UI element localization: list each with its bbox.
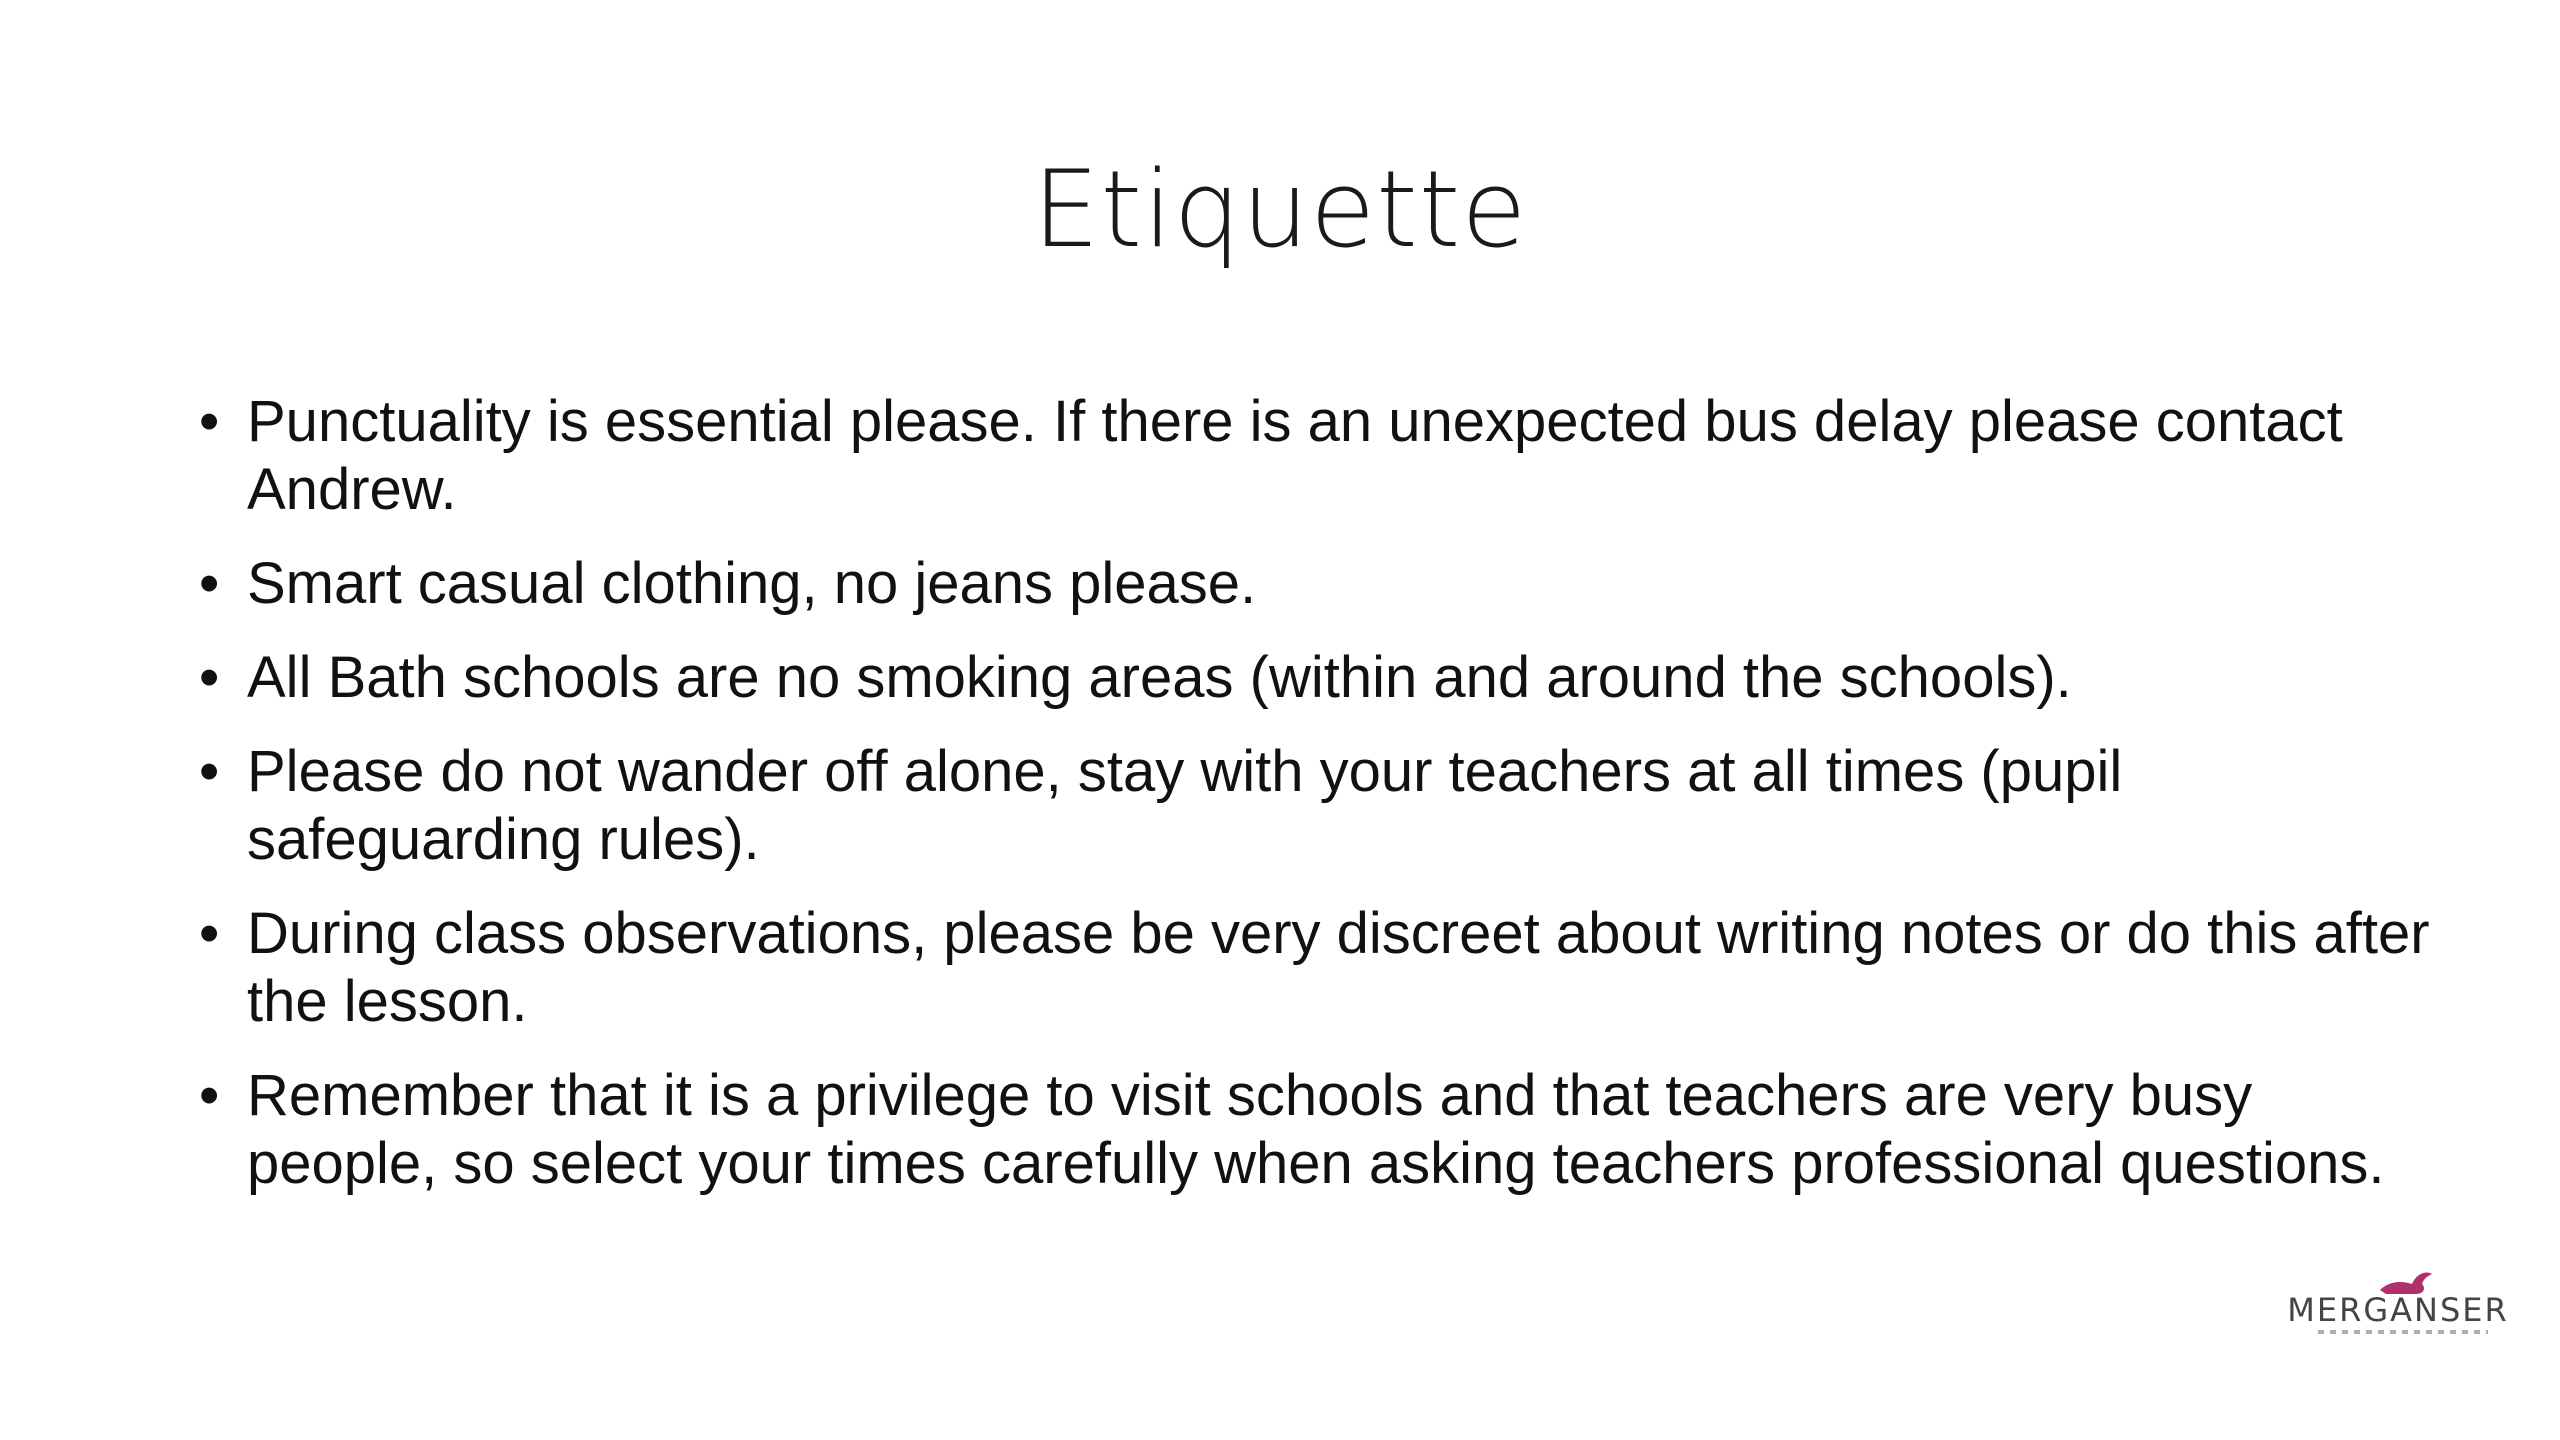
bullet-dot-icon: • bbox=[199, 389, 220, 454]
slide-title: Etiquette bbox=[1032, 148, 1528, 271]
merganser-logo bbox=[2248, 1262, 2548, 1342]
bullet-text: Smart casual clothing, no jeans please. bbox=[247, 551, 1257, 616]
logo-text: MERGANSER bbox=[2287, 1291, 2509, 1329]
bullet-item bbox=[195, 644, 2435, 712]
bullet-item bbox=[195, 1062, 2435, 1198]
bullet-dot-icon: • bbox=[199, 901, 220, 966]
logo-subline bbox=[2318, 1330, 2488, 1334]
bullet-list bbox=[195, 388, 2435, 1224]
bullet-text: Please do not wander off alone, stay with your teachers at all times (pupil safeguarding rules). bbox=[247, 739, 2123, 872]
bullet-item bbox=[195, 738, 2435, 874]
bullet-dot-icon: • bbox=[199, 739, 220, 804]
bullet-dot-icon: • bbox=[199, 1063, 220, 1128]
bullet-text: During class observations, please be very discreet about writing notes or do this after the lesson. bbox=[247, 901, 2430, 1034]
bullet-item bbox=[195, 900, 2435, 1036]
bullet-dot-icon: • bbox=[199, 551, 220, 616]
bullet-text: All Bath schools are no smoking areas (within and around the schools). bbox=[247, 645, 2072, 710]
bullet-item bbox=[195, 550, 2435, 618]
bullet-dot-icon: • bbox=[199, 645, 220, 710]
bullet-item bbox=[195, 388, 2435, 524]
bullet-text: Punctuality is essential please. If there is an unexpected bus delay please contact Andrew. bbox=[247, 389, 2343, 522]
bullet-text: Remember that it is a privilege to visit schools and that teachers are very busy people, so select your times carefully when asking teachers professional questions. bbox=[247, 1063, 2385, 1196]
